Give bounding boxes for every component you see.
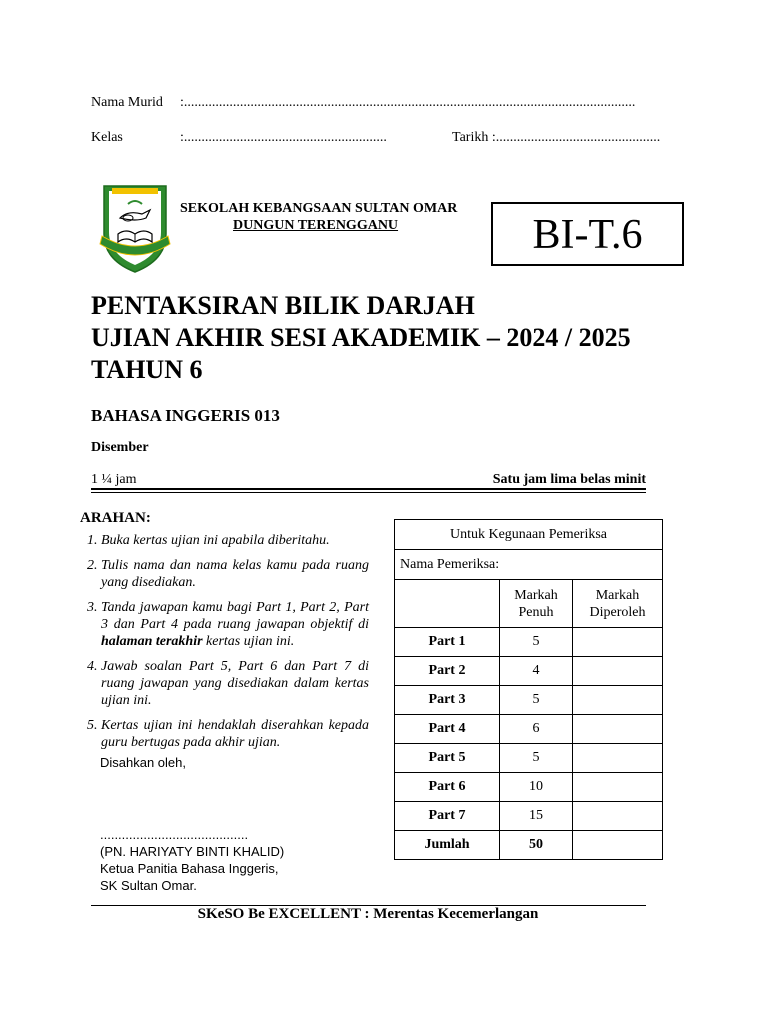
verified-by-label: Disahkan oleh, xyxy=(100,755,186,770)
obtained-marks-cell[interactable] xyxy=(573,715,663,744)
paper-code-box xyxy=(491,202,684,266)
full-marks-value: 5 xyxy=(500,686,573,715)
full-marks-value: 5 xyxy=(500,744,573,773)
part-label: Part 1 xyxy=(395,628,500,657)
exam-duration-words: Satu jam lima belas minit xyxy=(492,472,646,487)
table-header-empty xyxy=(395,580,500,628)
table-row xyxy=(395,802,663,831)
table-row xyxy=(395,657,663,686)
table-row xyxy=(395,773,663,802)
part-label: Part 5 xyxy=(395,744,500,773)
part-label: Part 3 xyxy=(395,686,500,715)
paper-code: BI-T.6 xyxy=(532,212,643,258)
total-value: 50 xyxy=(500,831,573,860)
table-title: Untuk Kegunaan Pemeriksa xyxy=(395,520,663,550)
exam-title xyxy=(91,290,631,386)
obtained-marks-cell[interactable] xyxy=(573,802,663,831)
divider-thin xyxy=(91,492,646,493)
instruction-item: 3. Tanda jawapan kamu bagi Part 1, Part 2, Part 3 dan Part 4 pada ruang jawapan objektif di halaman terakhir kertas ujian ini. xyxy=(101,599,369,650)
part-label: Part 7 xyxy=(395,802,500,831)
table-row xyxy=(395,744,663,773)
table-row xyxy=(395,628,663,657)
footer-motto: SKeSO Be EXCELLENT : Merentas Kecemerlangan xyxy=(197,906,539,922)
school-crest-logo xyxy=(98,182,172,274)
instruction-item: 4. Jawab soalan Part 5, Part 6 dan Part 7 di ruang jawapan yang disediakan dalam kertas ujian ini. xyxy=(101,658,369,709)
part-label: Part 2 xyxy=(395,657,500,686)
obtained-marks-cell[interactable] xyxy=(573,686,663,715)
class-field xyxy=(91,130,387,146)
table-row xyxy=(395,686,663,715)
col-header-obtained-marks: Markah Diperoleh xyxy=(573,580,663,628)
full-marks-value: 4 xyxy=(500,657,573,686)
class-blank: :.......................................................... xyxy=(180,130,387,145)
total-obtained-cell[interactable] xyxy=(573,831,663,860)
part-label: Part 6 xyxy=(395,773,500,802)
full-marks-value: 15 xyxy=(500,802,573,831)
part-label: Part 4 xyxy=(395,715,500,744)
exam-title-line2: UJIAN AKHIR SESI AKADEMIK – 2024 / 2025 xyxy=(91,323,631,352)
date-field xyxy=(452,130,660,146)
signatory-name: (PN. HARIYATY BINTI KHALID) xyxy=(100,844,285,859)
table-row xyxy=(395,715,663,744)
divider-thick xyxy=(91,488,646,490)
instruction-item: 5. Kertas ujian ini hendaklah diserahkan kepada guru bertugas pada akhir ujian. xyxy=(101,717,369,751)
student-name-label: Nama Murid xyxy=(91,95,163,110)
date-label: Tarikh xyxy=(452,130,489,145)
signatory-role: Ketua Panitia Bahasa Inggeris, xyxy=(100,861,279,876)
exam-month: Disember xyxy=(91,440,149,455)
col-header-full-marks: Markah Penuh xyxy=(500,580,573,628)
student-name-field xyxy=(91,95,635,111)
instruction-item: 1. Buka kertas ujian ini apabila diberitahu. xyxy=(101,532,369,549)
obtained-marks-cell[interactable] xyxy=(573,744,663,773)
obtained-marks-cell[interactable] xyxy=(573,657,663,686)
full-marks-value: 10 xyxy=(500,773,573,802)
examiner-name-label: Nama Pemeriksa: xyxy=(395,550,663,580)
signatory-school: SK Sultan Omar. xyxy=(100,878,197,893)
class-label: Kelas xyxy=(91,130,123,145)
exam-title-line3: TAHUN 6 xyxy=(91,355,203,384)
full-marks-value: 5 xyxy=(500,628,573,657)
obtained-marks-cell[interactable] xyxy=(573,773,663,802)
date-blank: :............................................... xyxy=(491,130,661,145)
signature-dots: ......................................... xyxy=(100,827,249,842)
total-label: Jumlah xyxy=(395,831,500,860)
school-name: SEKOLAH KEBANGSAAN SULTAN OMAR xyxy=(180,201,458,216)
exam-title-line1: PENTAKSIRAN BILIK DARJAH xyxy=(91,291,475,320)
examiner-marks-table xyxy=(394,519,663,860)
full-marks-value: 6 xyxy=(500,715,573,744)
instructions-title: ARAHAN: xyxy=(80,510,151,526)
student-name-blank: :................................................................................................................................. xyxy=(180,95,636,110)
obtained-marks-cell[interactable] xyxy=(573,628,663,657)
exam-duration: 1 ¼ jam xyxy=(91,472,137,487)
subject-title: BAHASA INGGERIS 013 xyxy=(91,406,280,425)
signature-block xyxy=(100,826,284,894)
instruction-item: 2. Tulis nama dan nama kelas kamu pada ruang yang disediakan. xyxy=(101,557,369,591)
instructions-list xyxy=(83,532,369,759)
school-location: DUNGUN TERENGGANU xyxy=(233,218,399,233)
